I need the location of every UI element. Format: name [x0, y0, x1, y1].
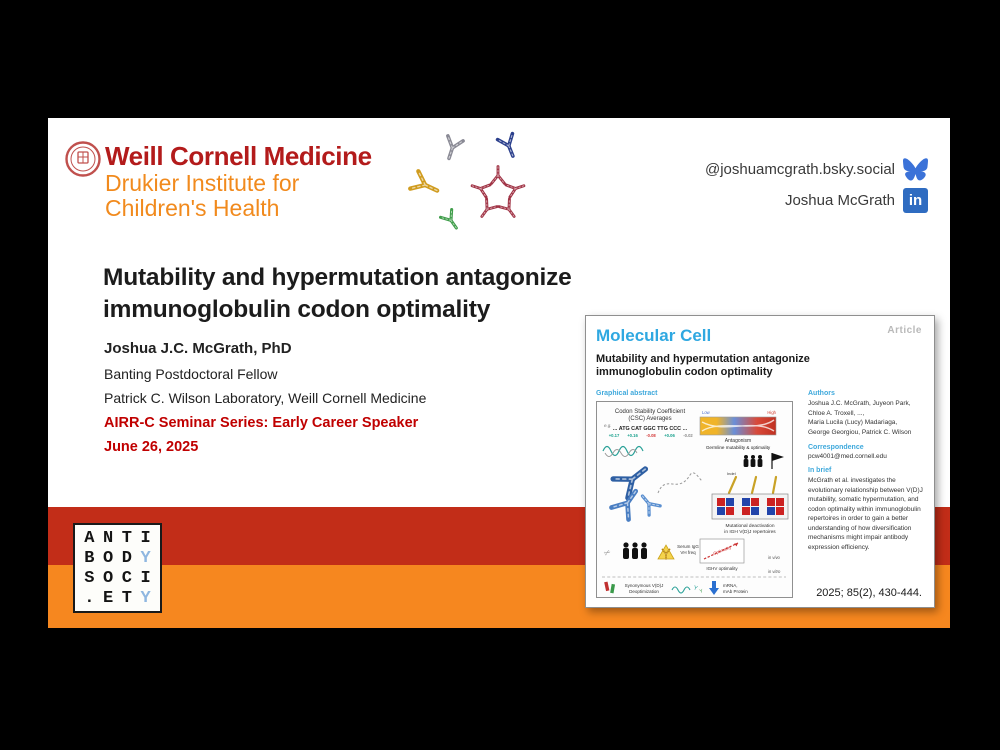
antibody-society-logo	[73, 523, 162, 613]
csc-title-2: (CSC) Averages	[628, 416, 672, 422]
journal-logo: Molecular Cell	[596, 326, 712, 345]
article-tag: Article	[887, 325, 922, 336]
cohort-people-icons	[623, 542, 647, 559]
correspondence-label: Correspondence	[808, 444, 864, 451]
bluesky-handle: @joshuamcgrath.bsky.social	[704, 161, 895, 178]
society-letter: Y	[140, 588, 151, 608]
society-letter: S	[84, 568, 95, 588]
weill-cornell-seal-icon	[64, 140, 102, 178]
people-icons	[744, 455, 763, 467]
bluesky-handle-row	[705, 158, 928, 181]
mutational-label-2: in IGH V(D)J repertoires	[724, 530, 776, 535]
antibody-illustration	[395, 122, 545, 237]
card-title-line2: immunoglobulin codon optimality	[596, 366, 773, 378]
author-name: Joshua J.C. McGrath, PhD	[104, 340, 292, 357]
author-block	[104, 337, 426, 460]
slide-title-line2: immunoglobulin codon optimality	[103, 296, 491, 323]
society-letter: D	[121, 548, 132, 568]
society-letter: Y	[140, 548, 151, 568]
slide-title-line1: Mutability and hypermutation antagonize	[103, 264, 572, 291]
bluesky-icon	[903, 158, 928, 181]
serum-label-2: VH freq	[680, 550, 696, 555]
brand-wordmark: Weill Cornell Medicine	[105, 141, 372, 171]
linkedin-row	[785, 188, 928, 213]
institute-line1: Drukier Institute for	[105, 170, 300, 196]
scale-low-label: Low	[702, 410, 710, 415]
linkedin-name: Joshua McGrath	[784, 192, 895, 209]
y-antibody-glyph: Y	[692, 585, 699, 593]
synonymous-label-2: Deoptimization	[629, 589, 659, 594]
author-affiliation: Patrick C. Wilson Laboratory, Weill Cornell Medicine	[104, 390, 427, 406]
society-letter: B	[84, 548, 95, 568]
article-card	[585, 315, 935, 608]
mutational-label-1: Mutational deactivation	[725, 524, 775, 529]
in-vivo-label: in vivo	[768, 555, 780, 560]
seminar-date: June 26, 2025	[104, 439, 199, 455]
indel-label: Indel	[727, 471, 736, 476]
antibody-gray-icon	[441, 136, 463, 161]
eg-label: e.g.	[604, 423, 612, 428]
seminar-series: AIRR-C Seminar Series: Early Career Speaker	[104, 414, 419, 431]
society-letter: T	[121, 588, 132, 608]
germline-label: Germline mutability & optimality	[705, 445, 771, 450]
csc-values-text: +0.17 +0.16 -0.08 +0.06 -0.02	[608, 433, 693, 438]
optimality-label: Optimality	[712, 544, 732, 556]
in-brief-label: In brief	[808, 467, 832, 474]
linkedin-icon: in	[903, 188, 928, 213]
correspondence-email: pcw4001@med.cornell.edu	[808, 453, 887, 460]
society-letter: C	[121, 568, 132, 588]
graphical-abstract-panel	[596, 401, 793, 598]
antibody-green-icon	[441, 210, 462, 232]
mrna-label: mRNA,	[723, 583, 738, 588]
in-vitro-label: in vitro	[768, 569, 781, 574]
authors-lines: Joshua J.C. McGrath, Juyeon Park, Chloe A. Troxell, ..., Maria Lucila (Lucy) Madariaga, George Georgiou, Patrick C. Wilson	[808, 400, 912, 436]
society-letter: N	[103, 528, 114, 548]
slide-title	[103, 262, 572, 326]
antibody-navy-icon	[498, 134, 521, 159]
society-letter: O	[103, 548, 114, 568]
society-letter: O	[103, 568, 114, 588]
in-brief-lines: McGrath et al. investigates the evolutionary relationship between V(D)J mutability, somatic hypermutation, and codon optimality within immunoglobulin repertoires in order to gain a better understanding of how diversification mechanisms might impair antibody expression efficiency.	[808, 477, 923, 551]
author-role: Banting Postdoctoral Fellow	[104, 365, 278, 382]
serum-label-1: Serum IgG	[677, 544, 699, 549]
society-letter: A	[84, 528, 95, 548]
citation: 2025; 85(2), 430-444.	[816, 587, 922, 599]
authors-label: Authors	[808, 390, 835, 397]
csc-title-1: Codon Stability Coefficient	[614, 409, 686, 415]
vdj-block-panel	[712, 494, 788, 519]
society-letter: T	[121, 528, 132, 548]
society-letter: I	[140, 528, 151, 548]
mab-label: mAb Protein	[723, 589, 748, 594]
society-letter: E	[103, 588, 114, 608]
society-letter: I	[140, 568, 151, 588]
antibody-gold-icon	[410, 171, 441, 199]
antibody-red-cluster-icon	[470, 167, 526, 221]
card-title	[596, 353, 810, 379]
ighv-optimality-label: IGHV optimality	[706, 566, 738, 571]
graphical-abstract-label: Graphical abstract	[596, 390, 658, 397]
y-antibody-glyph2: Y	[698, 588, 704, 595]
society-letter: .	[84, 588, 95, 608]
synonymous-label-1: Synonymous V(D)J	[624, 583, 664, 588]
scale-high-label: High	[767, 410, 776, 415]
antagonism-label: Antagonism	[724, 438, 752, 444]
scissors-icon: ✂	[602, 547, 613, 559]
codon-sequence: ... ATG CAT GGC TTG CCC ...	[612, 426, 688, 432]
institute-line2: Children's Health	[105, 195, 280, 221]
card-title-line1: Mutability and hypermutation antagonize	[596, 353, 810, 365]
card-right-column	[808, 390, 926, 552]
